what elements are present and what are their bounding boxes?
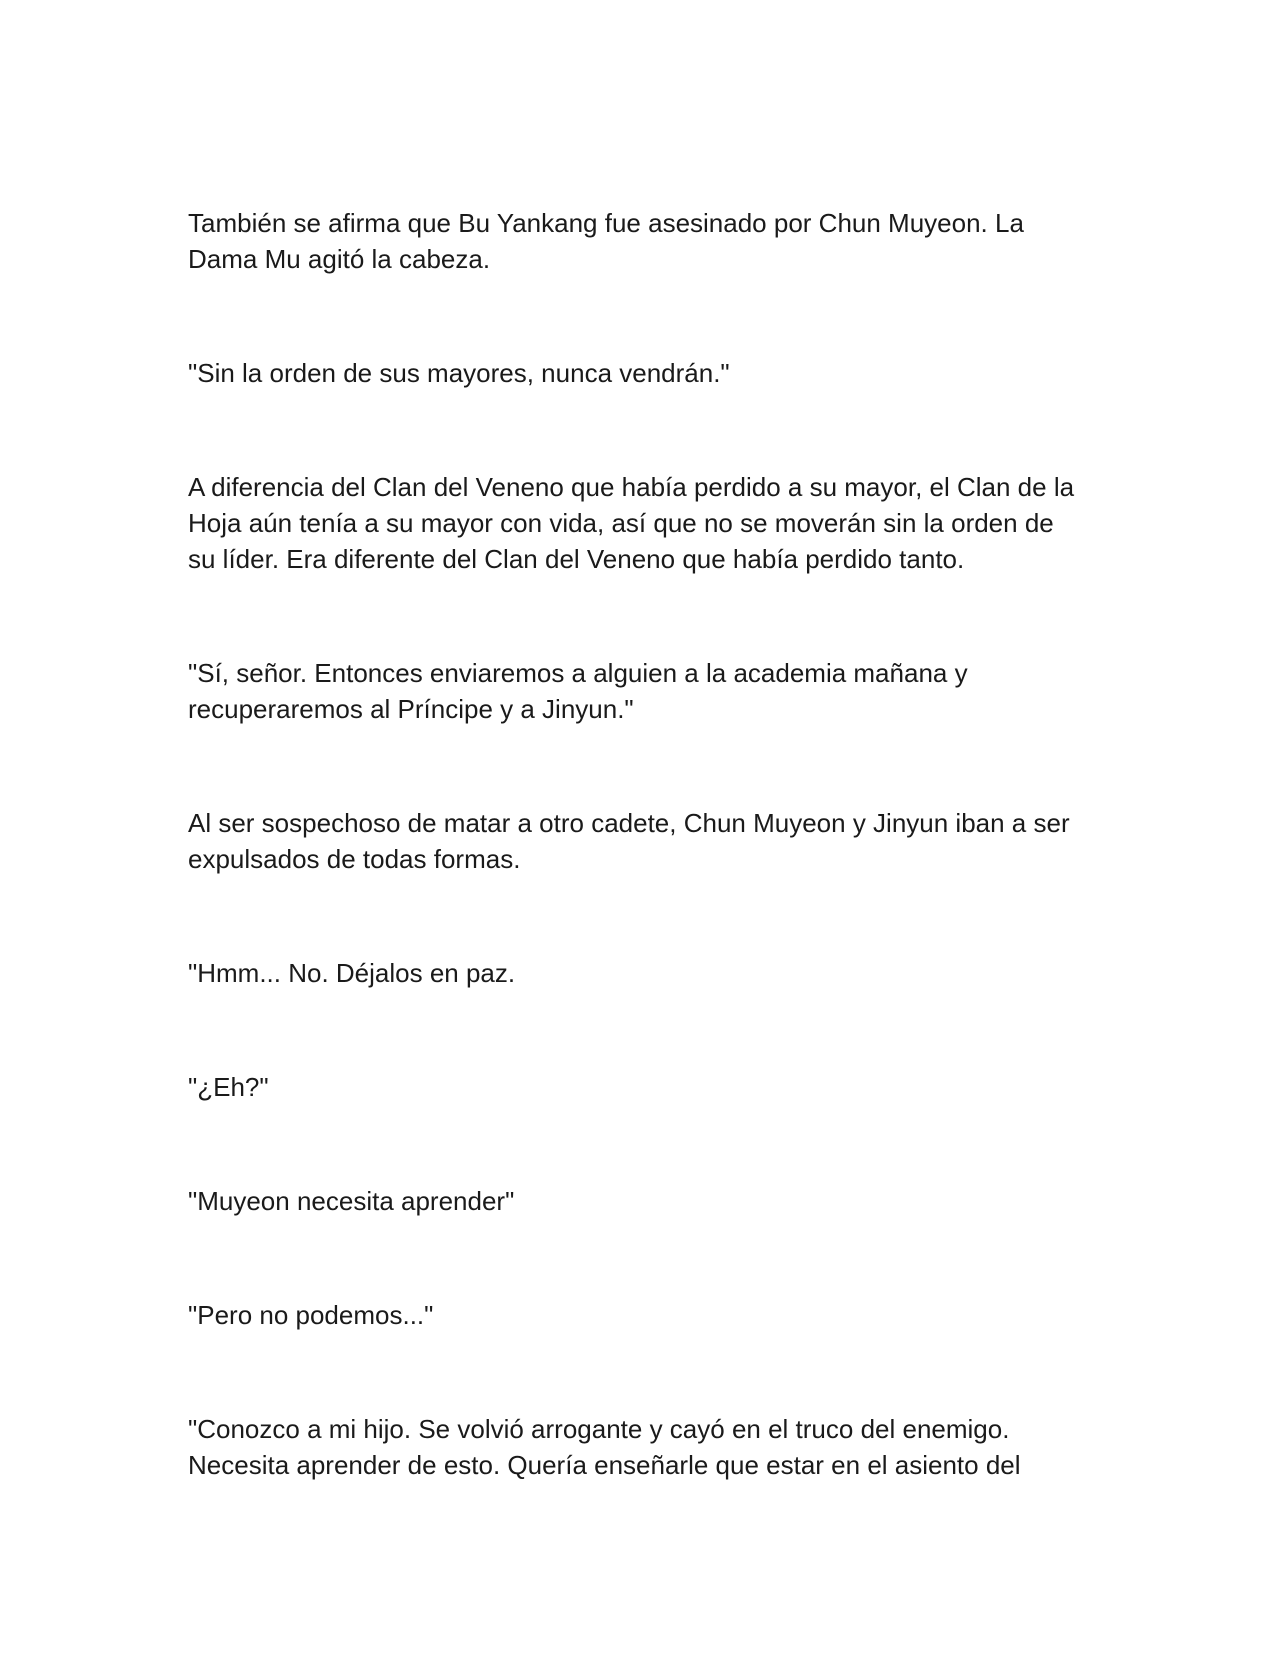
paragraph-2: "Sin la orden de sus mayores, nunca vendrán." bbox=[188, 358, 730, 388]
paragraph-9: "Pero no podemos..." bbox=[188, 1300, 434, 1330]
paragraph-1: También se afirma que Bu Yankang fue asesinado por Chun Muyeon. La Dama Mu agitó la cabeza. bbox=[188, 208, 1024, 274]
paragraph-10: "Conozco a mi hijo. Se volvió arrogante y cayó en el truco del enemigo. Necesita aprender de esto. Quería enseñarle que estar en el asiento del bbox=[188, 1414, 1021, 1480]
paragraph-3: A diferencia del Clan del Veneno que había perdido a su mayor, el Clan de la Hoja aún tenía a su mayor con vida, así que no se moverán sin la orden de su líder. Era diferente del Clan del Veneno que había perdido tanto. bbox=[188, 472, 1075, 574]
document-body bbox=[188, 205, 1088, 1561]
paragraph-6: "Hmm... No. Déjalos en paz. bbox=[188, 958, 516, 988]
paragraph-8: "Muyeon necesita aprender" bbox=[188, 1186, 515, 1216]
paragraph-5: Al ser sospechoso de matar a otro cadete, Chun Muyeon y Jinyun iban a ser expulsados de todas formas. bbox=[188, 808, 1070, 874]
paragraph-7: "¿Eh?" bbox=[188, 1072, 269, 1102]
paragraph-4: "Sí, señor. Entonces enviaremos a alguien a la academia mañana y recuperaremos al Príncipe y a Jinyun." bbox=[188, 658, 968, 724]
